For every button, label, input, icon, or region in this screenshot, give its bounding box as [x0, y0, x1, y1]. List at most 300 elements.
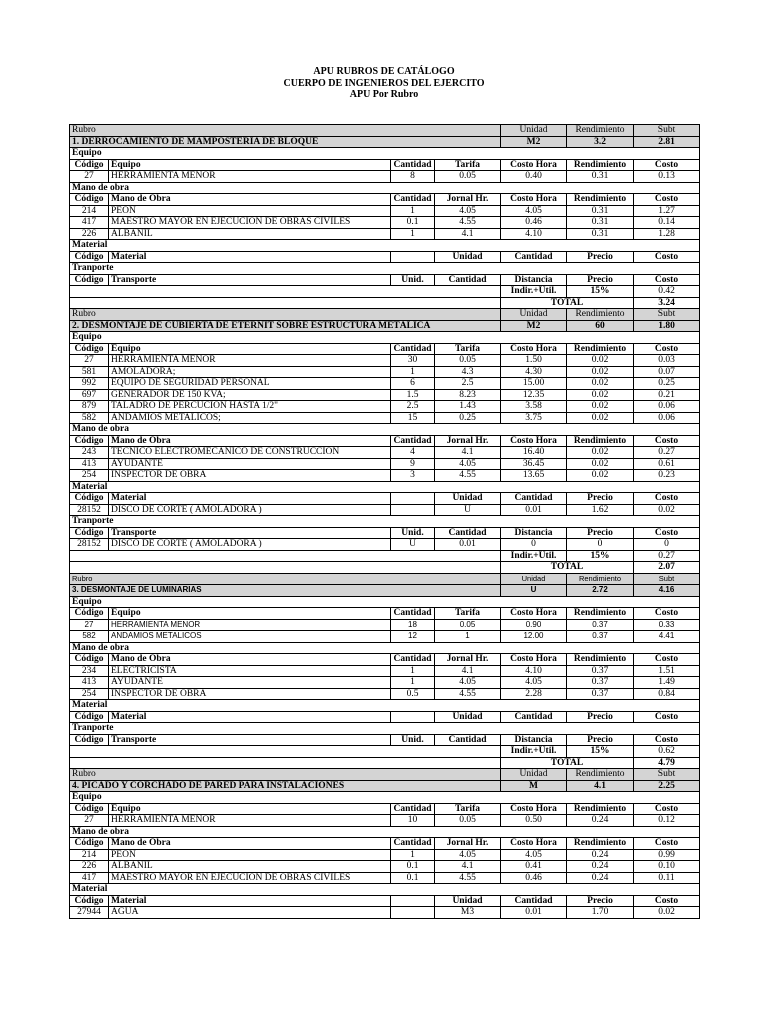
descripcion: ANDAMIOS METALICOS; [109, 412, 391, 424]
table-cell: Cantidad [501, 711, 567, 723]
rendimiento-header: Rendimiento [567, 309, 634, 321]
section-row [70, 700, 700, 712]
rubro-title-row [70, 585, 700, 597]
rendimiento: 0.24 [567, 861, 634, 873]
costo-hora: 4.10 [501, 228, 567, 240]
table-cell: Rendimiento [567, 803, 634, 815]
codigo: 214 [70, 849, 109, 861]
rendimiento: 0.37 [567, 688, 634, 700]
jornal: 4.55 [435, 688, 501, 700]
cantidad: 0.01 [435, 539, 501, 551]
table-cell: Cantidad [391, 608, 435, 620]
costo: 0.12 [634, 815, 700, 827]
total-value: 3.24 [634, 297, 700, 309]
table-cell: Unid. [391, 734, 435, 746]
total-label: TOTAL [501, 757, 634, 769]
table-cell: Tarifa [435, 343, 501, 355]
table-cell: Rendimiento [567, 608, 634, 620]
rendimiento-header: Rendimiento [567, 573, 634, 585]
mano-de-obra-row [70, 688, 700, 700]
unidad: M3 [435, 907, 501, 919]
table-cell: Unid. [391, 274, 435, 286]
table-cell: Código [70, 711, 109, 723]
jornal: 4.1 [435, 665, 501, 677]
table-cell: Tarifa [435, 803, 501, 815]
table-cell: Tarifa [435, 159, 501, 171]
codigo: 417 [70, 872, 109, 884]
codigo: 413 [70, 677, 109, 689]
section-row [70, 263, 700, 275]
descripcion: ANDAMIOS METALICOS [109, 631, 391, 643]
costo-hora: 3.58 [501, 401, 567, 413]
table-cell: Cantidad [501, 895, 567, 907]
table-cell: Costo [634, 435, 700, 447]
section-transporte: Tranporte [70, 263, 700, 275]
material-row [70, 504, 700, 516]
codigo: 214 [70, 205, 109, 217]
table-cell: Código [70, 734, 109, 746]
costo-hora: 1.50 [501, 355, 567, 367]
table-cell: Código [70, 343, 109, 355]
column-header-row [70, 194, 700, 206]
table-cell [391, 493, 435, 505]
unidad-header: Unidad [501, 309, 567, 321]
column-header-row [70, 435, 700, 447]
equipo-row [70, 401, 700, 413]
table-cell: Costo Hora [501, 803, 567, 815]
cantidad: 2.5 [391, 401, 435, 413]
descripcion: HERRAMIENTA MENOR [109, 619, 391, 631]
rendimiento: 0.02 [567, 366, 634, 378]
descripcion: ELECTRICISTA [109, 665, 391, 677]
table-cell: Costo [634, 803, 700, 815]
cantidad: 3 [391, 470, 435, 482]
section-material: Material [70, 481, 700, 493]
descripcion: HERRAMIENTA MENOR [109, 171, 391, 183]
costo: 0.33 [634, 619, 700, 631]
cantidad: 15 [391, 412, 435, 424]
cantidad: 9 [391, 458, 435, 470]
indir-costo: 0.42 [634, 286, 700, 298]
report-subtitle: APU Por Rubro [349, 89, 419, 100]
rendimiento: 0.02 [567, 470, 634, 482]
codigo: 254 [70, 688, 109, 700]
column-header-row [70, 895, 700, 907]
rubro-title-row [70, 320, 700, 332]
cantidad: 1 [391, 677, 435, 689]
total-value: 4.79 [634, 757, 700, 769]
section-row [70, 240, 700, 252]
rendimiento: 0.31 [567, 171, 634, 183]
rubro-rendimiento: 2.72 [567, 585, 634, 597]
rubro-subt: 1.80 [634, 320, 700, 332]
equipo-row [70, 412, 700, 424]
section-material: Material [70, 700, 700, 712]
unidad-header: Unidad [501, 125, 567, 137]
table-cell: Código [70, 159, 109, 171]
section-mano-de-obra: Mano de obra [70, 182, 700, 194]
codigo: 27 [70, 815, 109, 827]
section-row [70, 332, 700, 344]
table-cell: Distancia [501, 527, 567, 539]
cantidad: 1.5 [391, 389, 435, 401]
table-cell: Cantidad [391, 838, 435, 850]
table-cell: Equipo [109, 343, 391, 355]
costo: 0.10 [634, 861, 700, 873]
table-cell: Rendimiento [567, 435, 634, 447]
subt-header: Subt [634, 125, 700, 137]
descripcion: EQUIPO DE SEGURIDAD PERSONAL [109, 378, 391, 390]
rubro-title-row [70, 780, 700, 792]
table-cell: Costo Hora [501, 343, 567, 355]
rendimiento: 0.02 [567, 412, 634, 424]
table-cell: Mano de Obra [109, 838, 391, 850]
mano-de-obra-row [70, 849, 700, 861]
costo: 4.41 [634, 631, 700, 643]
table-cell: Equipo [109, 159, 391, 171]
costo: 0.02 [634, 907, 700, 919]
costo-hora: 4.30 [501, 366, 567, 378]
cantidad: 12 [391, 631, 435, 643]
table-cell: Transporte [109, 274, 391, 286]
table-cell: Costo Hora [501, 654, 567, 666]
jornal: 4.55 [435, 872, 501, 884]
table-cell: Precio [567, 895, 634, 907]
column-header-row [70, 493, 700, 505]
table-cell: Costo [634, 251, 700, 263]
table-cell: Tarifa [435, 608, 501, 620]
codigo: 28152 [70, 539, 109, 551]
costo-hora: 15.00 [501, 378, 567, 390]
table-cell: Precio [567, 711, 634, 723]
table-cell: Precio [567, 251, 634, 263]
mano-de-obra-row [70, 872, 700, 884]
cantidad: 0.5 [391, 688, 435, 700]
cantidad: 30 [391, 355, 435, 367]
rubro-label: Rubro [70, 309, 501, 321]
table-cell: Precio [567, 527, 634, 539]
rendimiento-header: Rendimiento [567, 769, 634, 781]
section-row [70, 481, 700, 493]
table-cell: Equipo [109, 608, 391, 620]
transporte-row [70, 539, 700, 551]
table-cell: Cantidad [391, 435, 435, 447]
report-header [0, 66, 768, 101]
rubro-label-row [70, 573, 700, 585]
rubro-rendimiento: 60 [567, 320, 634, 332]
costo: 0.07 [634, 366, 700, 378]
mano-de-obra-row [70, 677, 700, 689]
codigo: 27 [70, 355, 109, 367]
table-cell: Jornal Hr. [435, 435, 501, 447]
table-cell: Rendimiento [567, 159, 634, 171]
costo: 0.99 [634, 849, 700, 861]
cantidad: 1 [391, 665, 435, 677]
descripcion: PEON [109, 205, 391, 217]
table-cell: Unidad [435, 711, 501, 723]
costo: 0.02 [634, 504, 700, 516]
cantidad: 10 [391, 815, 435, 827]
descripcion: PEON [109, 849, 391, 861]
section-material: Material [70, 884, 700, 896]
costo-hora: 0.46 [501, 872, 567, 884]
unidad: U [435, 504, 501, 516]
unidad-header: Unidad [501, 573, 567, 585]
column-header-row [70, 608, 700, 620]
mano-de-obra-row [70, 228, 700, 240]
rendimiento: 0.02 [567, 447, 634, 459]
total-value: 2.07 [634, 562, 700, 574]
table-cell: Costo [634, 343, 700, 355]
tarifa: 1 [435, 631, 501, 643]
indir-costo: 0.62 [634, 746, 700, 758]
descripcion: AGUA [109, 907, 391, 919]
rendimiento: 0.37 [567, 619, 634, 631]
precio: 1.70 [567, 907, 634, 919]
table-cell: Jornal Hr. [435, 654, 501, 666]
mano-de-obra-row [70, 458, 700, 470]
costo: 0.61 [634, 458, 700, 470]
costo: 0 [634, 539, 700, 551]
jornal: 4.05 [435, 205, 501, 217]
costo-hora: 3.75 [501, 412, 567, 424]
section-row [70, 642, 700, 654]
codigo: 226 [70, 861, 109, 873]
column-header-row [70, 251, 700, 263]
rendimiento: 0.24 [567, 872, 634, 884]
section-row [70, 516, 700, 528]
cantidad: 8 [391, 171, 435, 183]
section-mano-de-obra: Mano de obra [70, 826, 700, 838]
codigo: 28152 [70, 504, 109, 516]
costo-hora: 4.05 [501, 205, 567, 217]
codigo: 582 [70, 412, 109, 424]
indir-label: Indir.+Util. [501, 286, 567, 298]
rubro-label: Rubro [70, 769, 501, 781]
table-cell: Equipo [109, 803, 391, 815]
rubro-subt: 2.81 [634, 136, 700, 148]
table-cell: Costo [634, 274, 700, 286]
costo-hora: 4.05 [501, 677, 567, 689]
table-cell: Código [70, 251, 109, 263]
table-cell: Costo [634, 654, 700, 666]
table-cell: Jornal Hr. [435, 838, 501, 850]
empty [70, 757, 501, 769]
equipo-row [70, 171, 700, 183]
table-cell: Costo [634, 895, 700, 907]
table-cell: Material [109, 895, 391, 907]
material-row [70, 907, 700, 919]
empty [70, 286, 501, 298]
codigo: 582 [70, 631, 109, 643]
costo-hora: 0.90 [501, 619, 567, 631]
costo: 1.51 [634, 665, 700, 677]
section-equipo: Equipo [70, 792, 700, 804]
costo-hora: 16.40 [501, 447, 567, 459]
mano-de-obra-row [70, 217, 700, 229]
rendimiento: 0.24 [567, 849, 634, 861]
section-row [70, 148, 700, 160]
cantidad: 1 [391, 849, 435, 861]
table-cell: Cantidad [391, 159, 435, 171]
rubro-title-row [70, 136, 700, 148]
rendimiento: 0.31 [567, 205, 634, 217]
jornal: 4.05 [435, 849, 501, 861]
column-header-row [70, 159, 700, 171]
costo-hora: 0.40 [501, 171, 567, 183]
rubro-label-row [70, 769, 700, 781]
subt-header: Subt [634, 769, 700, 781]
costo-hora: 13.65 [501, 470, 567, 482]
table-cell: Transporte [109, 527, 391, 539]
descripcion: ALBAÑIL [109, 228, 391, 240]
costo: 0.13 [634, 171, 700, 183]
cantidad: 0.1 [391, 217, 435, 229]
rendimiento: 0.02 [567, 378, 634, 390]
codigo: 581 [70, 366, 109, 378]
costo: 0.27 [634, 447, 700, 459]
mano-de-obra-row [70, 205, 700, 217]
tarifa: 2.5 [435, 378, 501, 390]
rubro-label-row [70, 125, 700, 137]
section-row [70, 182, 700, 194]
table-cell: Unidad [435, 895, 501, 907]
table-cell: Mano de Obra [109, 435, 391, 447]
indir-percent: 15% [567, 286, 634, 298]
table-cell: Costo Hora [501, 838, 567, 850]
costo: 0.14 [634, 217, 700, 229]
costo-hora: 4.05 [501, 849, 567, 861]
table-cell: Rendimiento [567, 654, 634, 666]
codigo: 27 [70, 171, 109, 183]
mano-de-obra-row [70, 665, 700, 677]
table-cell: Código [70, 435, 109, 447]
column-header-row [70, 527, 700, 539]
tarifa: 0.25 [435, 412, 501, 424]
equipo-row [70, 389, 700, 401]
table-cell: Cantidad [435, 274, 501, 286]
codigo: 417 [70, 217, 109, 229]
rendimiento-header: Rendimiento [567, 125, 634, 137]
tarifa: 0.05 [435, 355, 501, 367]
cantidad: 6 [391, 378, 435, 390]
section-mano-de-obra: Mano de obra [70, 424, 700, 436]
cantidad: 0.01 [501, 504, 567, 516]
indir-percent: 15% [567, 746, 634, 758]
cantidad: 0.1 [391, 872, 435, 884]
descripcion: MAESTRO MAYOR EN EJECUCION DE OBRAS CIVILES [109, 872, 391, 884]
table-cell: Mano de Obra [109, 654, 391, 666]
rubro-title: 2. DESMONTAJE DE CUBIERTA DE ETERNIT SOBRE ESTRUCTURA METÁLICA [70, 320, 501, 332]
rendimiento: 0.31 [567, 228, 634, 240]
costo-hora: 4.10 [501, 665, 567, 677]
equipo-row [70, 631, 700, 643]
total-row [70, 562, 700, 574]
tarifa: 0.05 [435, 815, 501, 827]
codigo: 254 [70, 470, 109, 482]
section-equipo: Equipo [70, 148, 700, 160]
jornal: 4.55 [435, 470, 501, 482]
table-cell: Cantidad [391, 654, 435, 666]
rendimiento: 0.02 [567, 389, 634, 401]
table-cell: Cantidad [501, 493, 567, 505]
distancia: 0 [501, 539, 567, 551]
rubro-label: Rubro [70, 573, 501, 585]
rubro-rendimiento: 4.1 [567, 780, 634, 792]
table-cell: Rendimiento [567, 194, 634, 206]
costo: 0.25 [634, 378, 700, 390]
rendimiento: 0.37 [567, 665, 634, 677]
table-cell: Costo [634, 734, 700, 746]
rubro-unidad: U [501, 585, 567, 597]
section-row [70, 723, 700, 735]
table-cell: Distancia [501, 274, 567, 286]
costo-hora: 12.35 [501, 389, 567, 401]
rubro-title: 4. PICADO Y CORCHADO DE PARED PARA INSTALACIONES [70, 780, 501, 792]
precio: 1.62 [567, 504, 634, 516]
rubro-label-row [70, 309, 700, 321]
table-cell: Código [70, 194, 109, 206]
unidad-header: Unidad [501, 769, 567, 781]
section-row [70, 596, 700, 608]
jornal: 4.1 [435, 228, 501, 240]
total-label: TOTAL [501, 562, 634, 574]
indir-costo: 0.27 [634, 550, 700, 562]
section-mano-de-obra: Mano de obra [70, 642, 700, 654]
costo: 0.11 [634, 872, 700, 884]
column-header-row [70, 803, 700, 815]
equipo-row [70, 619, 700, 631]
equipo-row [70, 815, 700, 827]
table-cell: Unidad [435, 251, 501, 263]
costo-hora: 2.28 [501, 688, 567, 700]
rubro-unidad: M2 [501, 136, 567, 148]
codigo: 226 [70, 228, 109, 240]
indir-label: Indir.+Util. [501, 550, 567, 562]
rendimiento: 0.24 [567, 815, 634, 827]
costo: 0.84 [634, 688, 700, 700]
descripcion: HERRAMIENTA MENOR [109, 355, 391, 367]
empty [70, 550, 501, 562]
subt-header: Subt [634, 573, 700, 585]
tarifa: 1.43 [435, 401, 501, 413]
codigo: 413 [70, 458, 109, 470]
table-cell: Costo Hora [501, 608, 567, 620]
jornal: 4.55 [435, 217, 501, 229]
costo: 1.28 [634, 228, 700, 240]
table-cell: Cantidad [391, 343, 435, 355]
equipo-row [70, 366, 700, 378]
section-equipo: Equipo [70, 332, 700, 344]
table-cell: Cantidad [501, 251, 567, 263]
rubro-unidad: M [501, 780, 567, 792]
tarifa: 4.3 [435, 366, 501, 378]
rubro-title: 1. DERROCAMIENTO DE MAMPOSTERIA DE BLOQUE [70, 136, 501, 148]
cantidad: 1 [391, 205, 435, 217]
table-cell: Código [70, 274, 109, 286]
indir-row [70, 286, 700, 298]
table-cell [391, 711, 435, 723]
table-cell: Cantidad [391, 803, 435, 815]
column-header-row [70, 654, 700, 666]
section-row [70, 826, 700, 838]
costo: 0.21 [634, 389, 700, 401]
codigo: 992 [70, 378, 109, 390]
column-header-row [70, 734, 700, 746]
descripcion: AYUDANTE [109, 458, 391, 470]
codigo: 27 [70, 619, 109, 631]
section-row [70, 424, 700, 436]
